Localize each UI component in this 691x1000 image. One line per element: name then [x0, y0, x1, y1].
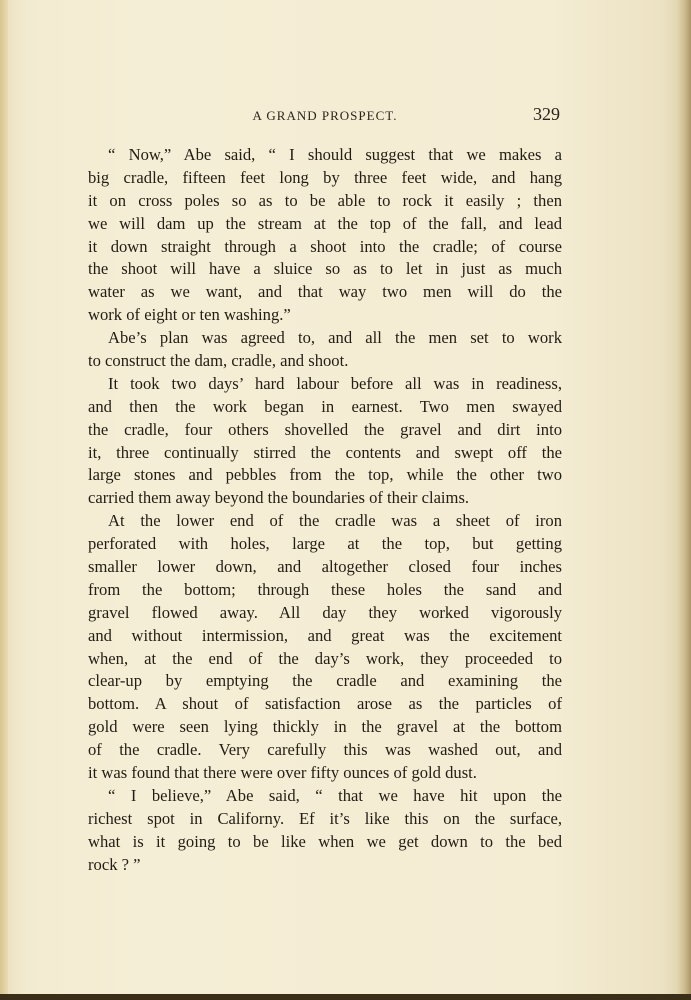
text-line: At the lower end of the cradle was a sheet of iron — [108, 511, 562, 531]
paragraph-2 — [88, 327, 562, 373]
text-line: it down straight through a shoot into the cradle; of course — [88, 236, 562, 256]
text-line: it on cross poles so as to be able to rock it easily ; then — [88, 190, 562, 210]
running-head-title: A GRAND PROSPECT. — [252, 108, 398, 123]
text-line: carried them away beyond the boundaries of their claims. — [88, 488, 470, 508]
text-line: bottom. A shout of satisfaction arose as the particles of — [88, 694, 562, 714]
text-line: clear-up by emptying the cradle and examining the — [88, 671, 562, 691]
text-line: rock ? ” — [88, 854, 141, 874]
paragraph-4 — [88, 510, 562, 785]
text-line: and then the work began in earnest. Two men swayed — [88, 396, 562, 416]
text-line: what is it going to be like when we get down to the bed — [88, 831, 562, 851]
text-line: Abe’s plan was agreed to, and all the men set to work — [108, 328, 562, 348]
text-line: “ I believe,” Abe said, “ that we have hit upon the — [108, 785, 562, 805]
text-line: work of eight or ten washing.” — [88, 305, 291, 325]
text-line: perforated with holes, large at the top, but getting — [88, 534, 562, 554]
text-line: it was found that there were over fifty ounces of gold dust. — [88, 763, 477, 783]
paragraph-5 — [88, 785, 562, 877]
paragraph-1 — [88, 144, 562, 327]
text-line: big cradle, fifteen feet long by three feet wide, and hang — [88, 167, 562, 187]
text-line: of the cradle. Very carefully this was washed out, and — [88, 740, 562, 760]
text-line: water as we want, and that way two men will do the — [88, 282, 562, 302]
paragraph-3 — [88, 373, 562, 510]
text-line: from the bottom; through these holes the sand and — [88, 579, 562, 599]
text-line: and without intermission, and great was the excitement — [88, 625, 562, 645]
text-line: It took two days’ hard labour before all was in readiness, — [108, 373, 562, 393]
page-gutter — [0, 0, 8, 1000]
page-bottom-edge — [0, 994, 691, 1000]
text-line: smaller lower down, and altogether closed four inches — [88, 557, 562, 577]
text-line: it, three continually stirred the contents and swept off the — [88, 442, 562, 462]
text-line: large stones and pebbles from the top, while the other two — [88, 465, 562, 485]
text-line: when, at the end of the day’s work, they proceeded to — [88, 648, 562, 668]
text-line: richest spot in Californy. Ef it’s like this on the surface, — [88, 808, 562, 828]
text-line: “ Now,” Abe said, “ I should suggest that we makes a — [108, 145, 562, 164]
page-number: 329 — [533, 104, 560, 124]
text-line: the shoot will have a sluice so as to let in just as much — [88, 259, 562, 279]
text-line: to construct the dam, cradle, and shoot. — [88, 351, 349, 371]
text-line: gravel flowed away. All day they worked vigorously — [88, 602, 562, 622]
text-line: the cradle, four others shovelled the gravel and dirt into — [88, 419, 562, 439]
text-line: we will dam up the stream at the top of the fall, and lead — [88, 213, 562, 233]
running-head — [88, 104, 562, 126]
body-text — [88, 144, 562, 877]
text-line: gold were seen lying thickly in the gravel at the bottom — [88, 717, 562, 737]
page-edge — [677, 0, 691, 1000]
